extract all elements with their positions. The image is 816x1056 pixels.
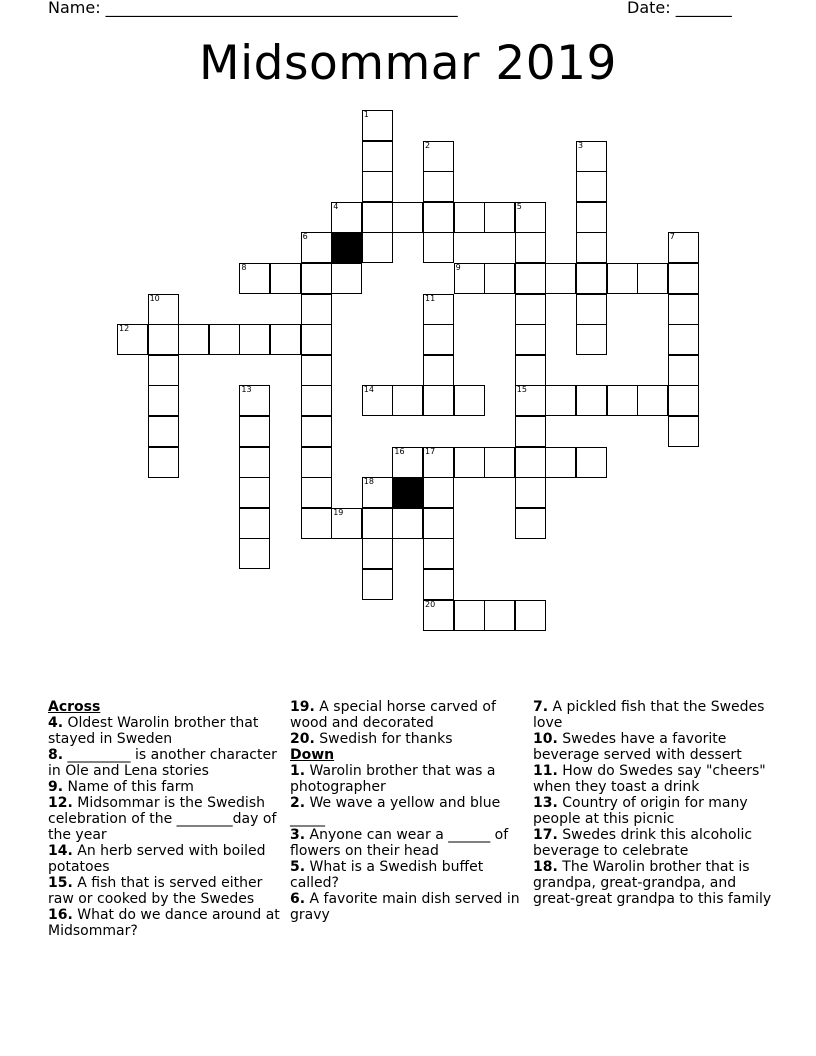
date-field-label: Date: _______ <box>627 0 732 17</box>
clue-item: 11. How do Swedes say "cheers" when they toast a drink <box>533 763 766 795</box>
clue-item: 18. The Warolin brother that is grandpa, great-grandpa, and great-great grandpa to this family <box>533 859 772 907</box>
grid-cell[interactable] <box>148 416 179 447</box>
grid-cell[interactable] <box>668 416 699 447</box>
grid-cell[interactable] <box>301 232 332 263</box>
clue-item: 16. What do we dance around at Midsommar? <box>48 907 280 939</box>
grid-cell[interactable] <box>576 385 607 416</box>
across-heading: Across <box>48 699 101 715</box>
grid-cell[interactable] <box>362 477 393 508</box>
clue-number: 19 <box>333 507 344 517</box>
clue-number: 5 <box>516 201 522 211</box>
grid-cell[interactable] <box>515 416 546 447</box>
grid-cell[interactable] <box>301 447 332 478</box>
clue-item: 19. A special horse carved of wood and decorated <box>290 699 496 731</box>
clue-number-label: 6. <box>290 891 306 907</box>
clue-item: 17. Swedes drink this alcoholic beverage to celebrate <box>533 827 753 859</box>
grid-cell-black <box>331 232 362 263</box>
clue-column-3 <box>533 699 773 907</box>
grid-cell[interactable] <box>423 202 454 233</box>
grid-cell[interactable] <box>362 110 393 141</box>
grid-cell[interactable] <box>392 385 423 416</box>
grid-cell[interactable] <box>239 447 270 478</box>
grid-cell[interactable] <box>423 294 454 325</box>
grid-cell[interactable] <box>515 202 546 233</box>
name-field-label: Name: ____________________________________________ <box>48 0 458 17</box>
grid-cell[interactable] <box>668 385 699 416</box>
grid-cell[interactable] <box>239 416 270 447</box>
grid-cell[interactable] <box>576 232 607 263</box>
clue-number-label: 3. <box>290 827 306 843</box>
clue-number: 13 <box>241 385 252 395</box>
clue-item: 6. A favorite main dish served in gravy <box>290 891 520 923</box>
grid-cell[interactable] <box>331 508 362 539</box>
clue-number: 4 <box>333 201 339 211</box>
grid-cell[interactable] <box>423 324 454 355</box>
grid-cell[interactable] <box>423 232 454 263</box>
grid-cell[interactable] <box>239 538 270 569</box>
grid-cell[interactable] <box>331 263 362 294</box>
grid-cell[interactable] <box>148 355 179 386</box>
clue-number: 17 <box>425 446 436 456</box>
grid-cell[interactable] <box>362 538 393 569</box>
grid-cell[interactable] <box>668 324 699 355</box>
grid-cell[interactable] <box>576 141 607 172</box>
grid-cell[interactable] <box>637 263 668 294</box>
grid-cell[interactable] <box>362 171 393 202</box>
clue-number-label: 7. <box>533 699 549 715</box>
grid-cell[interactable] <box>515 477 546 508</box>
grid-cell[interactable] <box>362 141 393 172</box>
grid-cell[interactable] <box>454 385 485 416</box>
clue-column-1 <box>48 699 288 939</box>
grid-cell[interactable] <box>423 141 454 172</box>
clue-item: 5. What is a Swedish buffet called? <box>290 859 484 891</box>
grid-cell[interactable] <box>392 447 423 478</box>
grid-cell[interactable] <box>117 324 148 355</box>
clue-number-label: 13. <box>533 795 558 811</box>
clue-item: 4. Oldest Warolin brother that stayed in Sweden <box>48 715 259 747</box>
grid-cell[interactable] <box>515 294 546 325</box>
clue-item: 10. Swedes have a favorite beverage served with dessert <box>533 731 742 763</box>
grid-cell[interactable] <box>576 171 607 202</box>
grid-cell[interactable] <box>484 263 515 294</box>
clue-number-label: 18. <box>533 859 558 875</box>
clue-number: 18 <box>363 477 374 487</box>
grid-cell[interactable] <box>148 324 179 355</box>
grid-cell[interactable] <box>484 202 515 233</box>
grid-cell[interactable] <box>239 263 270 294</box>
grid-cell[interactable] <box>239 324 270 355</box>
clue-number-label: 20. <box>290 731 315 747</box>
grid-cell[interactable] <box>301 416 332 447</box>
grid-cell[interactable] <box>515 232 546 263</box>
clue-number-label: 19. <box>290 699 315 715</box>
clue-item: 12. Midsommar is the Swedish celebration of the ________day of the year <box>48 795 277 843</box>
grid-cell[interactable] <box>423 385 454 416</box>
grid-cell[interactable] <box>545 263 576 294</box>
grid-cell[interactable] <box>239 385 270 416</box>
clue-number: 9 <box>455 263 461 272</box>
clue-number-label: 1. <box>290 763 306 779</box>
grid-cell[interactable] <box>423 447 454 478</box>
grid-cell[interactable] <box>362 202 393 233</box>
clue-number: 6 <box>302 232 308 242</box>
grid-cell[interactable] <box>331 202 362 233</box>
grid-cell[interactable] <box>178 324 209 355</box>
clue-number: 7 <box>669 232 675 242</box>
clue-number-label: 9. <box>48 779 64 795</box>
grid-cell[interactable] <box>607 385 638 416</box>
grid-cell-black <box>392 477 423 508</box>
clue-item: 1. Warolin brother that was a photographer <box>290 763 496 795</box>
grid-cell[interactable] <box>423 171 454 202</box>
clue-item: 20. Swedish for thanks <box>290 731 453 747</box>
grid-cell[interactable] <box>423 477 454 508</box>
grid-cell[interactable] <box>209 324 240 355</box>
grid-cell[interactable] <box>454 600 485 631</box>
clue-column-2 <box>290 699 530 923</box>
clue-number: 20 <box>425 599 436 609</box>
clue-number: 14 <box>363 385 374 395</box>
clue-number-label: 16. <box>48 907 73 923</box>
grid-cell[interactable] <box>392 202 423 233</box>
grid-cell[interactable] <box>454 447 485 478</box>
grid-cell[interactable] <box>301 477 332 508</box>
grid-cell[interactable] <box>423 355 454 386</box>
grid-cell[interactable] <box>484 447 515 478</box>
grid-cell[interactable] <box>301 324 332 355</box>
grid-cell[interactable] <box>668 232 699 263</box>
clue-number-label: 12. <box>48 795 73 811</box>
clue-number-label: 2. <box>290 795 306 811</box>
grid-cell[interactable] <box>239 477 270 508</box>
grid-cell[interactable] <box>515 263 546 294</box>
grid-cell[interactable] <box>668 355 699 386</box>
clue-number-label: 5. <box>290 859 306 875</box>
clue-number-label: 11. <box>533 763 558 779</box>
grid-cell[interactable] <box>576 447 607 478</box>
grid-cell[interactable] <box>270 263 301 294</box>
clue-number: 16 <box>394 446 405 456</box>
grid-cell[interactable] <box>270 324 301 355</box>
grid-cell[interactable] <box>545 385 576 416</box>
clue-item: 3. Anyone can wear a ______ of flowers on their head <box>290 827 509 859</box>
clue-number: 15 <box>516 385 527 395</box>
grid-cell[interactable] <box>239 508 270 539</box>
grid-cell[interactable] <box>301 294 332 325</box>
grid-cell[interactable] <box>362 508 393 539</box>
grid-cell[interactable] <box>576 202 607 233</box>
clue-item: 7. A pickled fish that the Swedes love <box>533 699 765 731</box>
clue-item: 14. An herb served with boiled potatoes <box>48 843 266 875</box>
grid-cell[interactable] <box>362 385 393 416</box>
grid-cell[interactable] <box>148 447 179 478</box>
grid-cell[interactable] <box>576 294 607 325</box>
grid-cell[interactable] <box>423 569 454 600</box>
grid-cell[interactable] <box>576 263 607 294</box>
clue-number-label: 14. <box>48 843 73 859</box>
grid-cell[interactable] <box>423 508 454 539</box>
clue-number: 2 <box>425 140 431 150</box>
grid-cell[interactable] <box>515 447 546 478</box>
grid-cell[interactable] <box>515 355 546 386</box>
grid-cell[interactable] <box>607 263 638 294</box>
clue-number-label: 8. <box>48 747 64 763</box>
grid-cell[interactable] <box>148 385 179 416</box>
clue-number-label: 4. <box>48 715 64 731</box>
grid-cell[interactable] <box>545 447 576 478</box>
clue-item: 8. _________ is another character in Ole and Lena stories <box>48 747 277 779</box>
grid-cell[interactable] <box>423 600 454 631</box>
clue-number: 8 <box>241 263 247 272</box>
down-heading: Down <box>290 747 335 763</box>
clue-number-label: 10. <box>533 731 558 747</box>
grid-cell[interactable] <box>515 324 546 355</box>
grid-cell[interactable] <box>454 202 485 233</box>
grid-cell[interactable] <box>454 263 485 294</box>
grid-cell[interactable] <box>362 569 393 600</box>
clue-number: 12 <box>119 324 130 334</box>
grid-cell[interactable] <box>392 508 423 539</box>
clue-number: 3 <box>578 140 584 150</box>
grid-cell[interactable] <box>301 355 332 386</box>
clue-number-label: 17. <box>533 827 558 843</box>
clue-number-label: 15. <box>48 875 73 891</box>
clue-item: 2. We wave a yellow and blue _____ <box>290 795 501 827</box>
clue-number: 10 <box>149 293 160 303</box>
grid-cell[interactable] <box>484 600 515 631</box>
grid-cell[interactable] <box>515 385 546 416</box>
grid-cell[interactable] <box>301 508 332 539</box>
clue-item: 9. Name of this farm <box>48 779 194 795</box>
clue-number: 1 <box>363 110 369 119</box>
grid-cell[interactable] <box>515 508 546 539</box>
grid-cell[interactable] <box>301 385 332 416</box>
clue-item: 15. A fish that is served either raw or cooked by the Swedes <box>48 875 263 907</box>
clue-item: 13. Country of origin for many people at this picnic <box>533 795 748 827</box>
grid-cell[interactable] <box>637 385 668 416</box>
grid-cell[interactable] <box>301 263 332 294</box>
grid-cell[interactable] <box>362 232 393 263</box>
clue-number: 11 <box>425 293 436 303</box>
page-title: Midsommar 2019 <box>199 36 617 91</box>
grid-cell[interactable] <box>576 324 607 355</box>
grid-cell[interactable] <box>668 294 699 325</box>
grid-cell[interactable] <box>515 600 546 631</box>
grid-cell[interactable] <box>423 538 454 569</box>
grid-cell[interactable] <box>148 294 179 325</box>
grid-cell[interactable] <box>668 263 699 294</box>
